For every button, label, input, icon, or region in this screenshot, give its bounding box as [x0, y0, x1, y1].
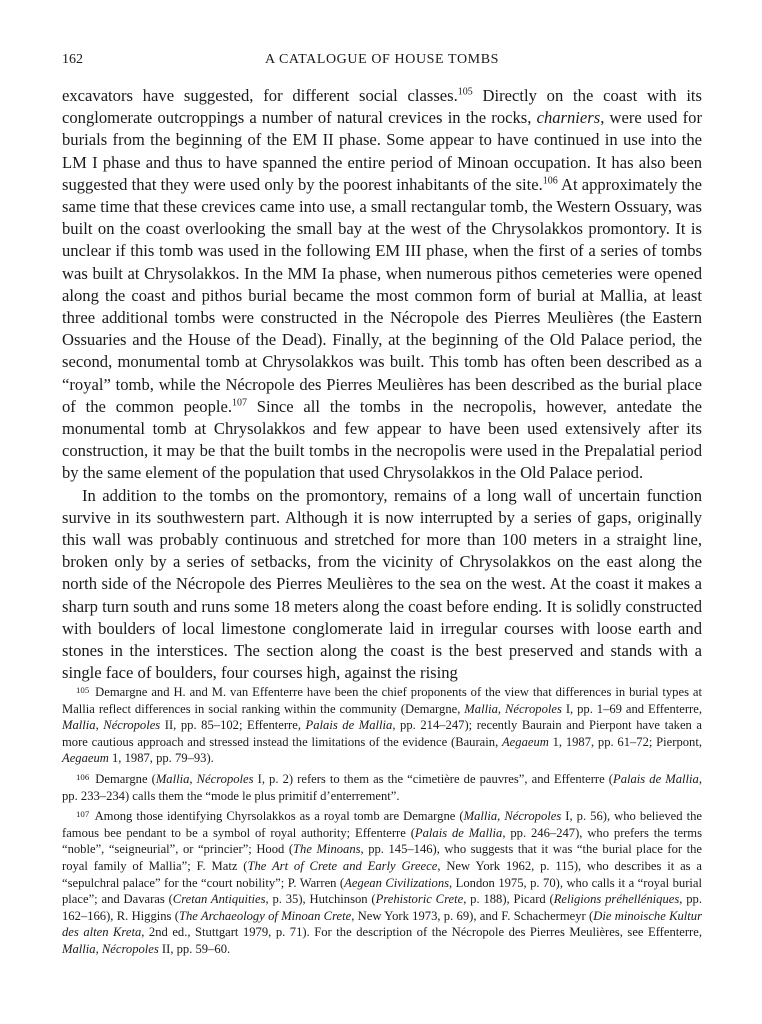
text-run: , pp. 214–247); recently Baurain and Pierpont have taken a more cautious approach and stressed instead the limitations of the evidence (Baurain, — [62, 718, 703, 749]
footnote-106 — [62, 771, 702, 804]
citation-title: Palais de Mallia — [414, 825, 503, 840]
citation-title: The Art of Crete and Early Greece — [247, 858, 438, 873]
text-run: , 2nd ed., Stuttgart 1979, p. 71). For the description of the Nécropole des Pierres Meulières, see Effenterre, — [141, 925, 702, 940]
citation-title: Palais de Mallia — [305, 718, 393, 733]
citation-title: Die minoische Kultur des alten Kreta — [62, 908, 702, 940]
citation-title: Religions préhelléniques — [553, 892, 680, 907]
citation-title: Mallia, Nécropoles — [464, 701, 562, 716]
text-run: , London 1975, p. 70), who calls it a “royal burial place”; and Davaras ( — [62, 875, 702, 907]
citation-title: Aegean Civilizations — [344, 875, 450, 890]
citation-title: Cretan Antiquities — [172, 892, 266, 907]
text-run: Directly on the coast with its conglomerate outcroppings a number of natural crevices in the rocks, — [62, 86, 702, 128]
footnote-105 — [62, 684, 702, 767]
citation-title: Prehistoric Crete — [375, 892, 464, 907]
citation-title: Mallia, Nécropoles — [62, 718, 161, 733]
main-text — [62, 85, 702, 684]
text-run: I, pp. 1–69 and Effenterre, — [561, 701, 702, 716]
footnotes — [62, 684, 702, 962]
text-run: , were used for burials from the beginning of the EM II phase. Some appear to have continued in use into the LM I phase and thus to have spanned the entire period of Minoan occupation. It has also been suggested that they were used only by the poorest inhabitants of the site. — [62, 108, 702, 194]
text-run: , pp. 162–166), R. Higgins ( — [62, 892, 702, 923]
footnote-ref-105: 105 — [457, 86, 473, 98]
footnote-107 — [62, 808, 702, 957]
text-run: At approximately the same time that these crevices came into use, a small rectangular tomb, the Western Ossuary, was built on the coast overlooking the small bay at the west of the Chrysolakkos promontory. It is unclear if this tomb was used in the following EM III phase, when the first of a series of tombs was built at Chrysolakkos. In the MM Ia phase, when numerous pithos cemeteries were opened along the coast and pithos burial became the most common form of burial at Mallia, at least three additional tombs were constructed in the Nécropole des Pierres Meulières (the Eastern Ossuaries and the House of the Dead). Finally, at the beginning of the Old Palace period, the second, monumental tomb at Chrysolakkos was built. This tomb has often been described as a “royal” tomb, while the Nécropole des Pierres Meulières has been described as the burial place of the common people. — [62, 174, 702, 416]
running-title: A CATALOGUE OF HOUSE TOMBS — [264, 52, 500, 67]
citation-title: Aegaeum — [501, 734, 549, 749]
text-run: Since all the tombs in the necropolis, however, antedate the monumental tomb at Chrysolakkos and few appear to have been used extensively after its construction, it may be that the built tombs in the necropolis were used in the Prepalatial period by the same element of the population that used Chrysolakkos in the Old Palace period. — [62, 396, 702, 483]
text-run: , New York 1973, p. 69), and F. Schachermeyr ( — [351, 908, 594, 923]
footnote-number: 105 — [76, 684, 90, 695]
citation-title: Mallia, Nécropoles — [155, 771, 254, 786]
text-run: II, pp. 59–60. — [158, 941, 231, 956]
citation-title: Mallia, Nécropoles — [62, 941, 159, 956]
text-run: 1, 1987, pp. 79–93). — [108, 751, 214, 766]
citation-title: Mallia, Nécropoles — [463, 809, 562, 824]
paragraph-1 — [62, 85, 702, 485]
text-run: , p. 35), Hutchinson ( — [265, 892, 376, 907]
citation-title: Palais de Mallia — [613, 771, 699, 786]
text-run: I, p. 56), who believed the famous bee pendant to be a symbol of royal authority; Effenterre ( — [62, 809, 702, 840]
page-number: 162 — [62, 52, 83, 67]
text-run: , pp. 246–247), who prefers the terms “noble”, “seigneurial”, or “princier”; Hood ( — [62, 825, 703, 857]
footnote-ref-107: 107 — [232, 397, 247, 409]
text-run: I, p. 2) refers to them as the “cimetière de pauvres”, and Effenterre ( — [253, 771, 613, 786]
text-run: 1, 1987, pp. 61–72; Pierpont, — [548, 734, 702, 749]
citation-title: The Archaeology of Minoan Crete — [178, 908, 352, 923]
footnote-ref-106: 106 — [542, 175, 558, 187]
footnote-number: 107 — [76, 809, 90, 820]
text-run: excavators have suggested, for different social classes. — [62, 86, 458, 105]
text-run: , p. 188), Picard ( — [463, 892, 554, 907]
citation-title: Aegaeum — [62, 751, 109, 766]
citation-title: The Minoans — [293, 842, 361, 857]
text-run: Among those identifying Chyrsolakkos as a royal tomb are Demargne ( — [91, 809, 464, 824]
text-run: II, pp. 85–102; Effenterre, — [160, 718, 306, 733]
page-header — [62, 52, 702, 72]
text-run: Demargne and H. and M. van Effenterre have been the chief proponents of the view that differences in burial types at Mallia reflect differences in social ranking within the community (Demargne, — [62, 685, 702, 716]
text-run: , New York 1962, p. 115), who describes it as a “sepulchral palace” for the “court nobility”; P. Warren ( — [62, 858, 702, 890]
footnote-number: 106 — [76, 771, 90, 782]
italic-term: charniers — [536, 108, 601, 128]
text-run: Demargne ( — [91, 771, 156, 786]
paragraph-2: In addition to the tombs on the promontory, remains of a long wall of uncertain function survive in its southwestern part. Although it is now interrupted by a series of gaps, originally this wall was probably continuous and stretched for more than 100 meters in a straight line, broken only by a series of setbacks, from the vicinity of Chrysolakkos on the east along the north side of the Nécropole des Pierres Meulières to the sea on the west. At the coast it makes a sharp turn south and runs some 18 meters along the coast before ending. It is solidly constructed with boulders of local limestone conglomerate laid in irregular courses with loose earth and stones in the interstices. The section along the coast is the best preserved and stands with a single face of boulders, four courses high, against the rising — [62, 485, 702, 683]
text-run: , pp. 145–146), who suggests that it was “the burial place for the royal family of Mallia”; F. Matz ( — [62, 842, 702, 873]
text-run: , pp. 233–234) calls them the “mode le plus primitif d’enterrement”. — [62, 771, 702, 803]
